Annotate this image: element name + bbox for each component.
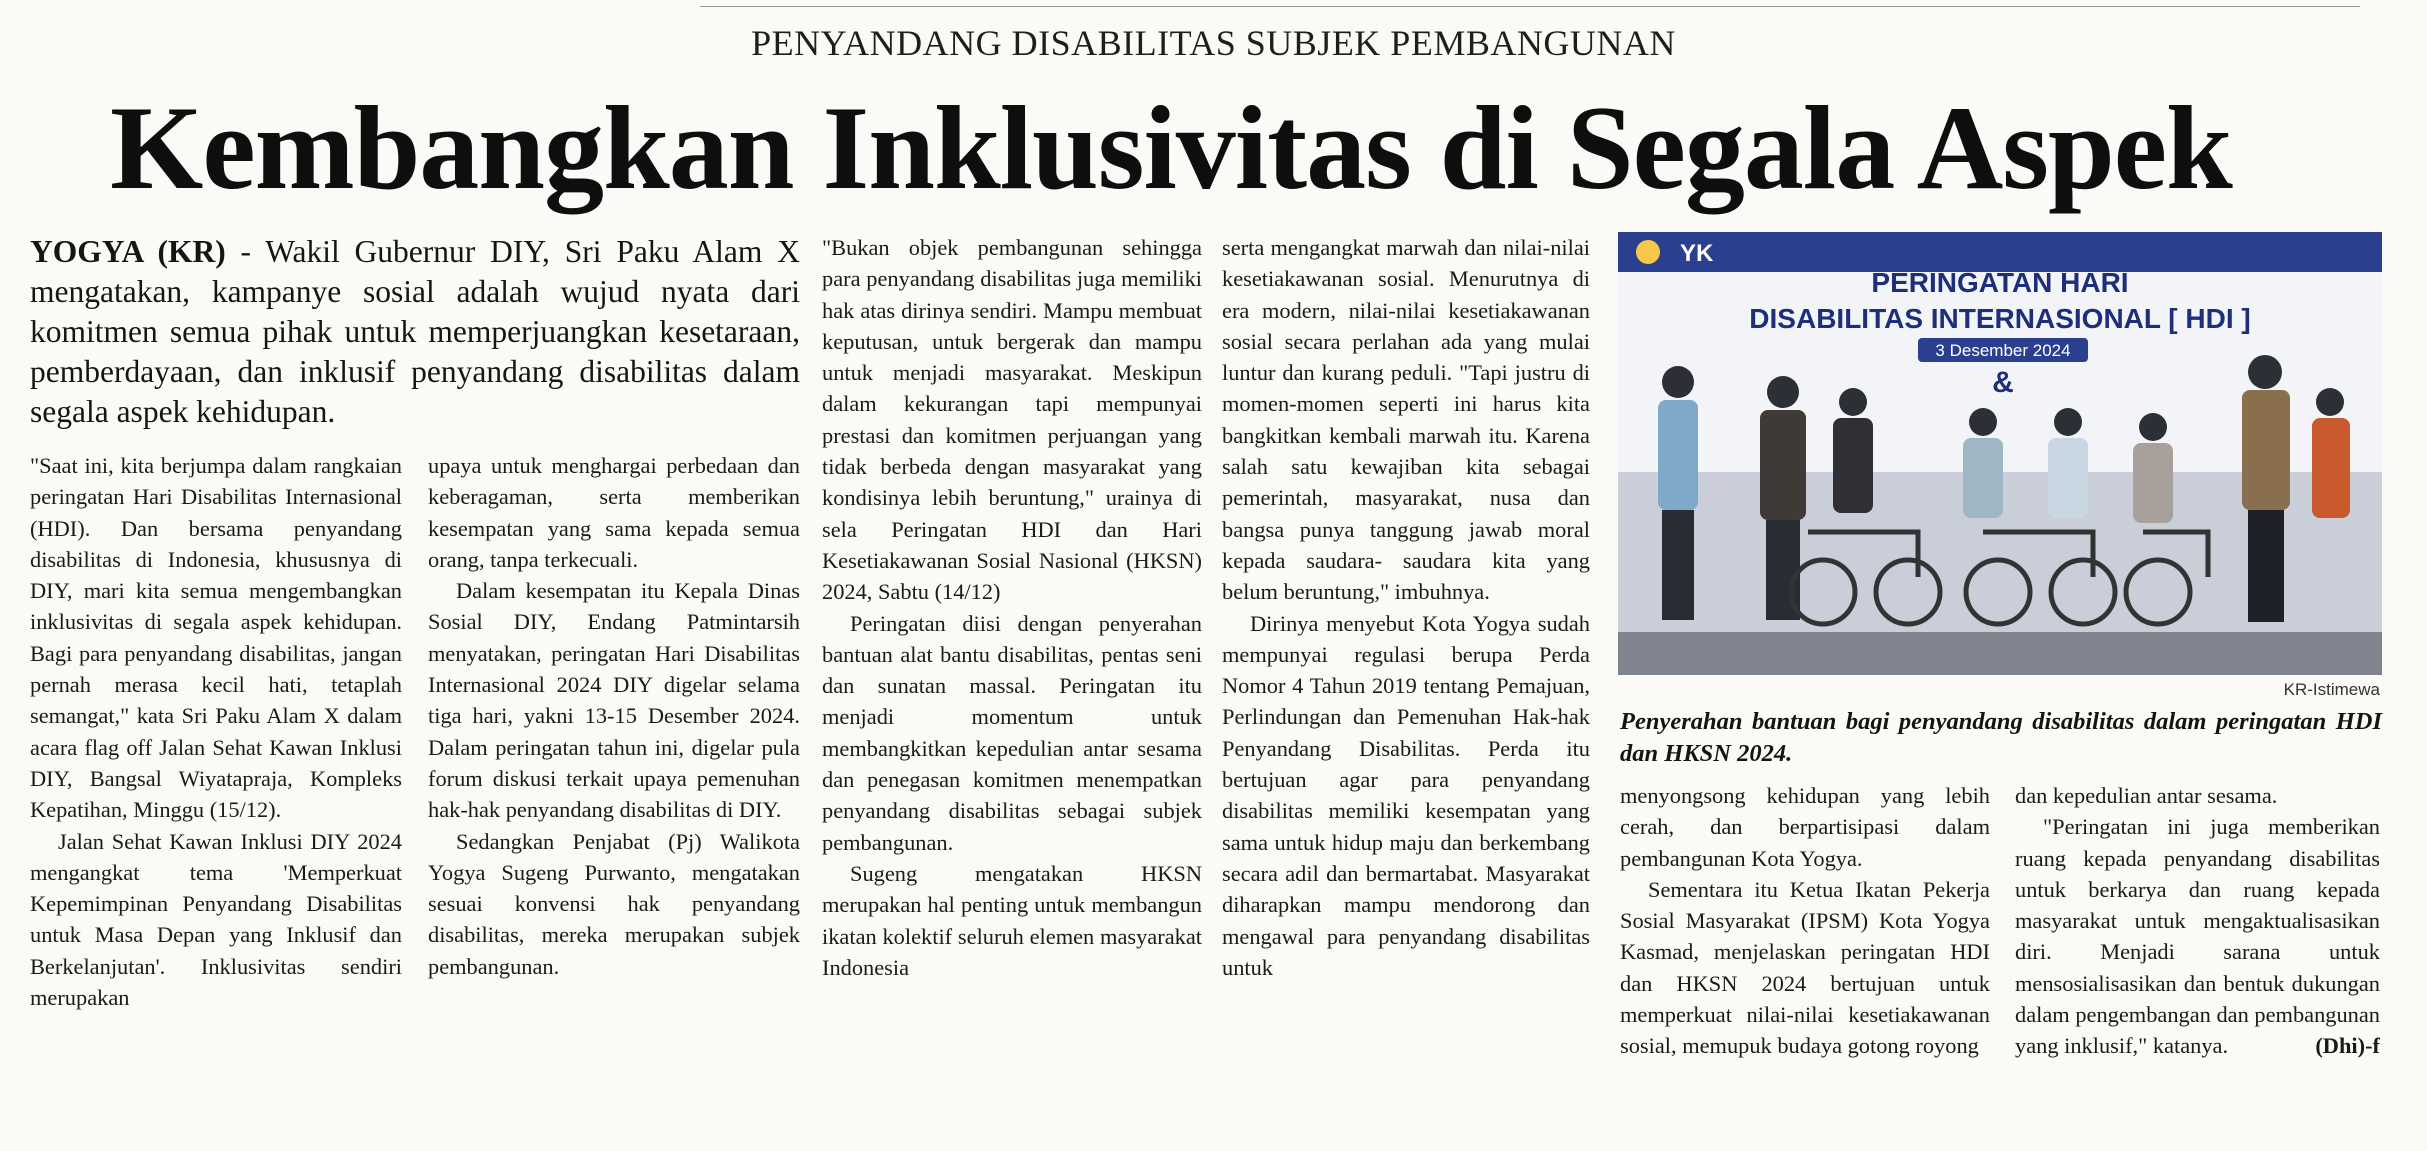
paragraph: Sugeng mengatakan HKSN merupakan hal penting untuk membangun ikatan kolektif seluruh elemen masyarakat Indonesia xyxy=(822,860,1202,980)
paragraph: upaya untuk menghargai perbedaan dan keberagaman, serta memberikan kesempatan yang sama kepada semua orang, tanpa terkecuali. xyxy=(428,453,800,572)
paragraph: Sementara itu Ketua Ikatan Pekerja Sosial Masyarakat (IPSM) Kota Yogya Kasmad, menjelaskan peringatan HDI dan HKSN 2024 bertujuan untuk memperkuat nilai-nilai kesetiakawanan sosial, memupuk budaya gotong royong xyxy=(1620,876,1990,1059)
column-1 xyxy=(30,450,402,1100)
kicker: PENYANDANG DISABILITAS SUBJEK PEMBANGUNAN xyxy=(751,23,1676,63)
event-photo xyxy=(1618,232,2382,675)
photo-credit: KR-Istimewa xyxy=(2283,680,2380,699)
closing-text: "Peringatan ini juga memberikan ruang kepada penyandang disabilitas untuk berkarya dan ruang kepada masyarakat untuk mengaktualisasikan diri. Menjadi sarana untuk mensosialisasikan dan bentuk dukungan dalam pengembangan dan pembangunan yang inklusif," katanya. xyxy=(2015,814,2380,1059)
paragraph: "Saat ini, kita berjumpa dalam rangkaian peringatan Hari Disabilitas Internasional (HDI). Dan bersama penyandang disabilitas di Indonesia, khususnya di DIY, mari kita semua mengembangkan inklusivitas di segala aspek kehidupan. Bagi para penyandang disabilitas, jangan pernah merasa kecil hati, tetaplah semangat," kata Sri Paku Alam X dalam acara flag off Jalan Sehat Kawan Inklusi DIY, Bangsal Wiyatapraja, Kompleks Kepatihan, Minggu (15/12). xyxy=(30,453,402,823)
paragraph: Peringatan diisi dengan penyerahan bantuan alat bantu disabilitas, pentas seni dan sunatan massal. Peringatan itu menjadi momentum untuk membangkitkan kepedulian antar sesama dan penegasan komitmen menempatkan penyandang disabilitas sebagai subjek pembangunan. xyxy=(822,610,1202,855)
banner-line-1: PERINGATAN HARI xyxy=(1871,267,2129,298)
lead-paragraph xyxy=(30,232,800,432)
column-6 xyxy=(2015,780,2380,1100)
paragraph: "Bukan objek pembangunan sehingga para penyandang disabilitas juga memiliki hak atas dirinya sendiri. Mampu membuat keputusan, untuk bergerak dan mampu untuk menjadi masyarakat. Meskipun dalam kekurangan tapi mempunyai prestasi dan komitmen perjuangan yang tidak berbeda dengan masyarakat yang kondisinya lebih beruntung," urainya di sela Peringatan HDI dan Hari Kesetiakawanan Sosial Nasional (HKSN) 2024, Sabtu (14/12) xyxy=(822,235,1202,605)
paragraph xyxy=(2015,811,2380,1061)
paragraph: serta mengangkat marwah dan nilai-nilai kesetiakawanan sosial. Menurutnya di era modern, nilai-nilai kesetiakawanan sosial secara perlahan ada yang mulai luntur dan kurang peduli. "Tapi justru di momen-momen seperti ini harus kita bangkitkan kembali marwah itu. Karena salah satu kewajiban kita sebagai pemerintah, masyarakat, nusa dan bangsa punya tanggung jawab moral kepada saudara- saudara kita yang belum beruntung," imbuhnya. xyxy=(1222,235,1590,605)
paragraph: dan kepedulian antar sesama. xyxy=(2015,783,2278,808)
paragraph: Sedangkan Penjabat (Pj) Walikota Yogya Sugeng Purwanto, mengatakan sesuai konvensi hak penyandang disabilitas, mereka merupakan subjek pembangunan. xyxy=(428,828,800,979)
dateline: YOGYA (KR) xyxy=(30,234,226,269)
logo-mark xyxy=(1636,240,1660,264)
photo-illustration xyxy=(1618,232,2382,675)
top-rule xyxy=(700,6,2360,7)
headline: Kembangkan Inklusivitas di Segala Aspek xyxy=(110,81,2232,214)
column-5 xyxy=(1620,780,1990,1100)
banner-top-strip xyxy=(1618,232,2382,272)
lead-text: - Wakil Gubernur DIY, Sri Paku Alam X mengatakan, kampanye sosial adalah wujud nyata dari komitmen semua pihak untuk memperjuangkan kesetaraan, pemberdayaan, dan inklusif penyandang disabilitas dalam segala aspek kehidupan. xyxy=(30,234,800,429)
photo-caption: Penyerahan bantuan bagi penyandang disabilitas dalam peringatan HDI dan HKSN 2024. xyxy=(1620,708,2382,767)
column-4 xyxy=(1222,232,1590,1100)
paragraph: Dalam kesempatan itu Kepala Dinas Sosial DIY, Endang Patmintarsih menyatakan, peringatan Hari Disabilitas Internasional 2024 DIY digelar selama tiga hari, yakni 13-15 Desember 2024. Dalam peringatan tahun ini, digelar pula forum diskusi terkait upaya pemenuhan hak-hak penyandang disabilitas di DIY. xyxy=(428,578,800,823)
column-2 xyxy=(428,450,800,1100)
banner-date: 3 Desember 2024 xyxy=(1935,341,2071,360)
column-3 xyxy=(822,232,1202,1100)
banner-line-2: DISABILITAS INTERNASIONAL [ HDI ] xyxy=(1749,303,2251,334)
banner-logo: YK xyxy=(1680,240,1714,267)
paragraph: Dirinya menyebut Kota Yogya sudah mempunyai regulasi berupa Perda Nomor 4 Tahun 2019 tentang Pemajuan, Perlindungan dan Pemenuhan Hak-hak Penyandang Disabilitas. Perda itu bertujuan agar para penyandang disabilitas memiliki kesempatan yang sama untuk hidup maju dan berkembang secara adil dan bermartabat. Masyarakat diharapkan mampu mendorong dan mengawal para penyandang disabilitas untuk xyxy=(1222,610,1590,980)
paragraph: menyongsong kehidupan yang lebih cerah, dan berpartisipasi dalam pembangunan Kota Yogya. xyxy=(1620,783,1990,871)
banner-ampersand: & xyxy=(1992,366,2014,399)
paragraph: Jalan Sehat Kawan Inklusi DIY 2024 mengangkat tema 'Memperkuat Kepemimpinan Penyandang Disabilitas untuk Masa Depan yang Inklusif dan Berkelanjutan'. Inklusivitas sendiri merupakan xyxy=(30,828,402,1011)
byline-signoff: (Dhi)-f xyxy=(2315,1033,2380,1059)
